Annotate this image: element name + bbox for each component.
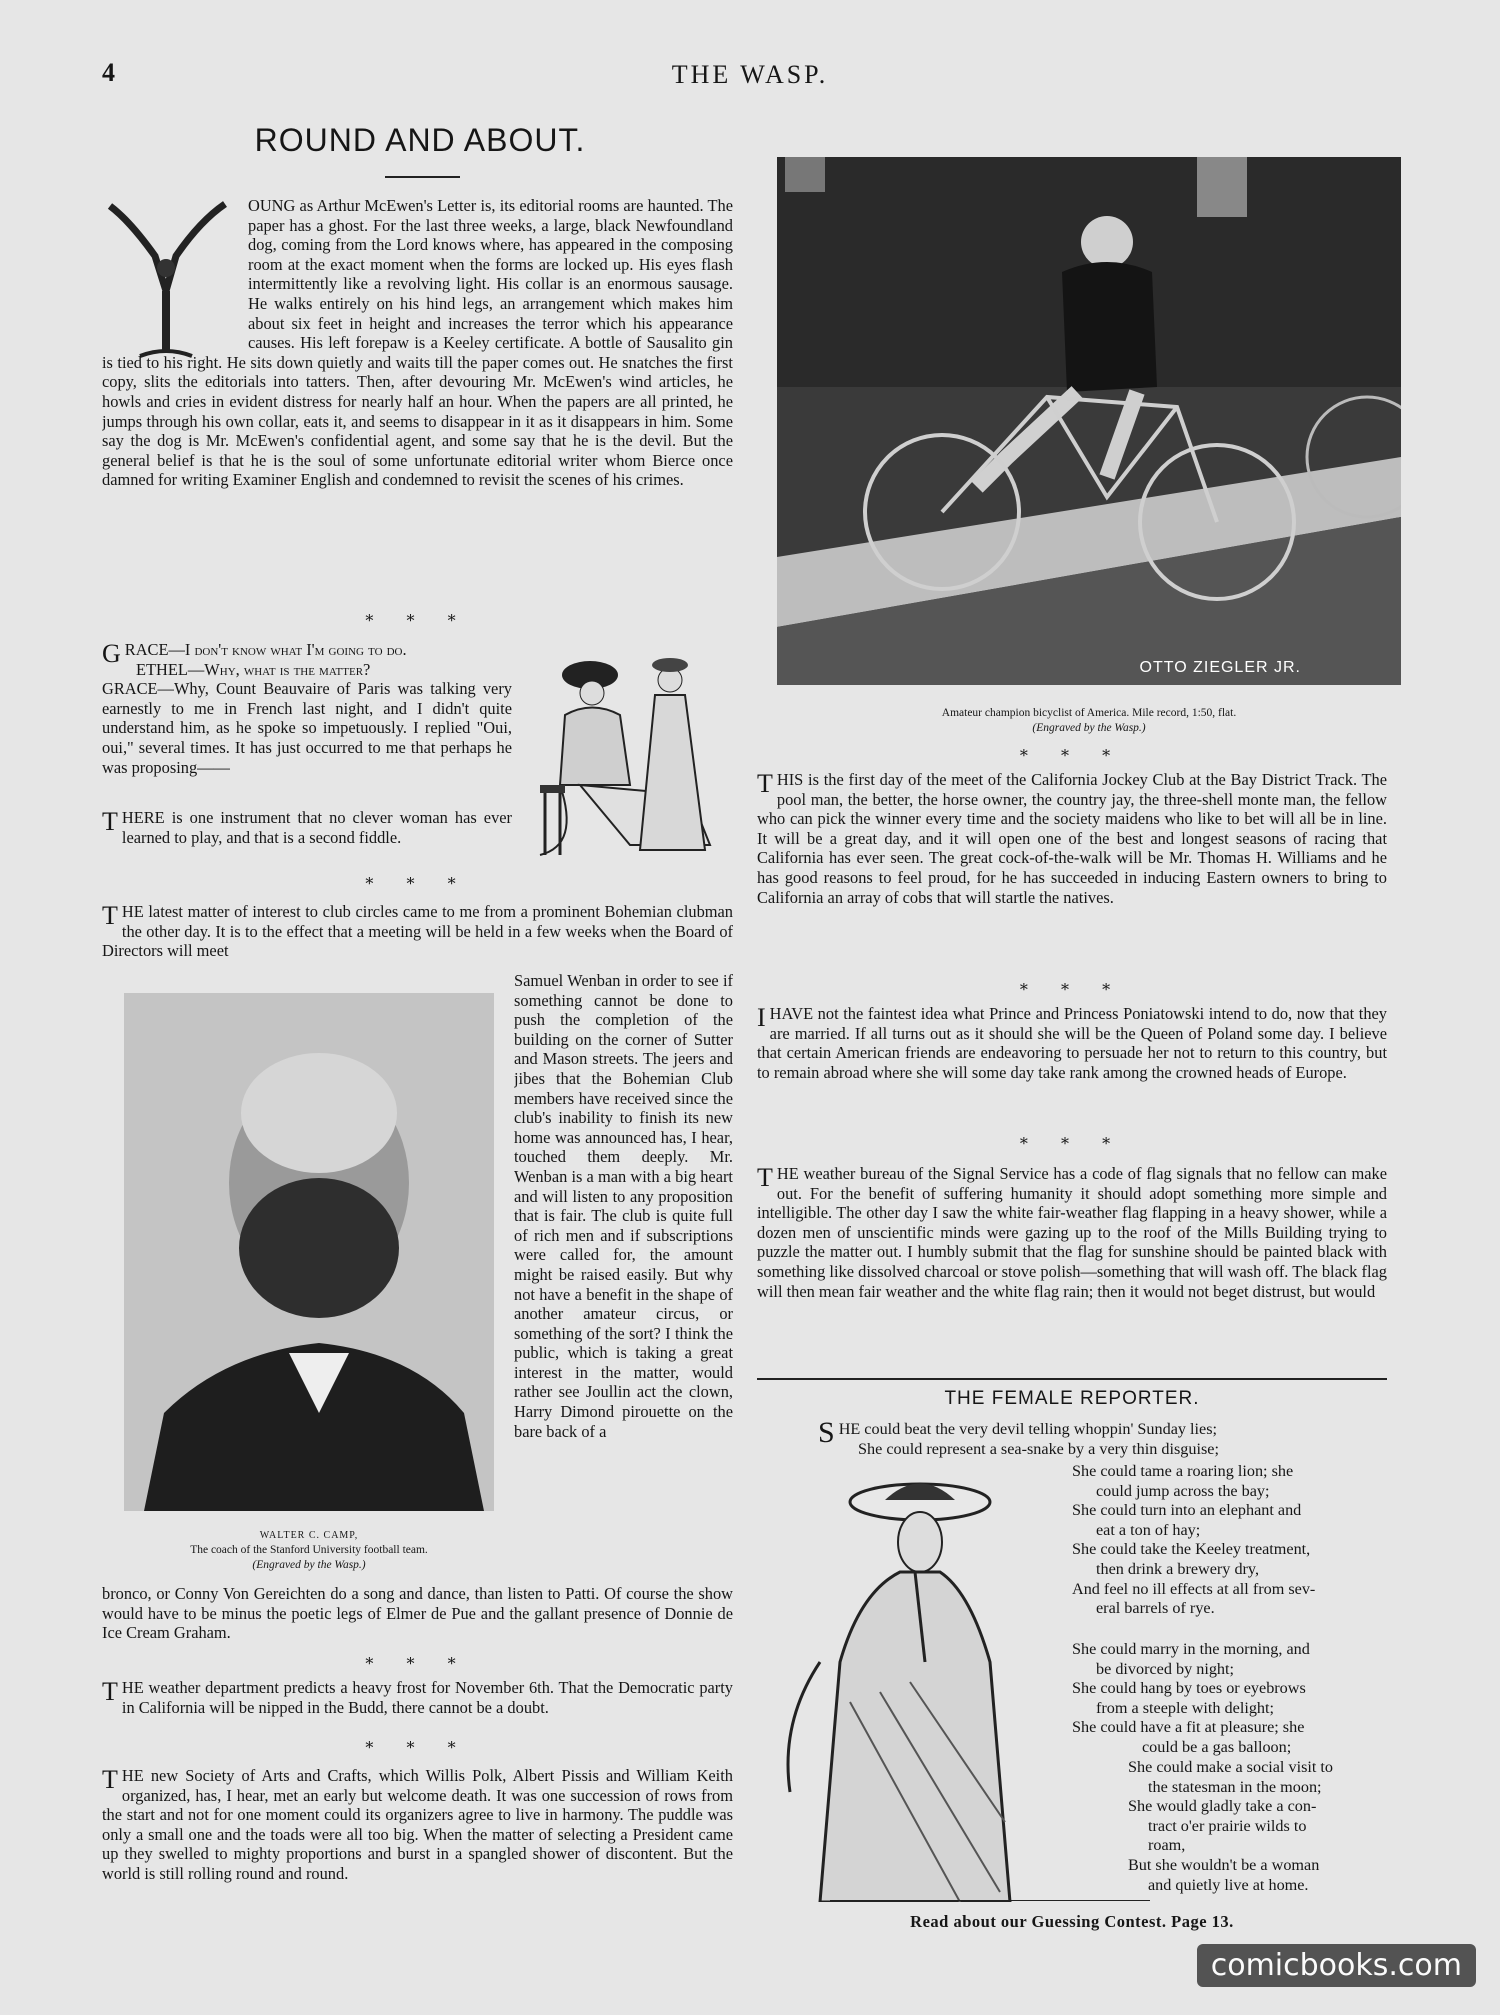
- figure-two-women: [520, 645, 735, 860]
- bohemian-narrow-column: [514, 971, 733, 1585]
- separator-7: * * *: [1019, 1134, 1125, 1153]
- poem-rule: [757, 1378, 1387, 1380]
- poem-line: could jump across the bay;: [1096, 1481, 1270, 1500]
- footer-rule: [830, 1900, 1150, 1901]
- camp-description: The coach of the Stanford University football team.: [190, 1544, 428, 1556]
- grace-line-1: RACE—I don't know what I'm going to do.: [124, 640, 407, 659]
- title-rule: [385, 176, 460, 178]
- watermark: comicbooks.com: [1197, 1944, 1476, 1987]
- poem-stanza-3: [1128, 1758, 1333, 1895]
- section-title: ROUND AND ABOUT.: [254, 122, 586, 158]
- poem-line: She could turn into an elephant and: [1072, 1501, 1302, 1520]
- cyclist-plate-label: OTTO ZIEGLER JR.: [1139, 659, 1301, 676]
- weather-bureau-paragraph: THE weather bureau of the Signal Service has a code of flag signals that no fellow can make out. For the benefit of suffering humanity it should adopt something more simple and intelligible. The other day I saw the white fair-weather flag flapping in a heavy shower, while a dozen men of unscientific minds were gazing up to the roof of the Mills Building trying to puzzle the matter out. I humbly submit that the flag for sunshine should be painted black with something like dissolved charcoal or stove polish—something that will wash off. The black flag will then mean fair weather and the white flag rain; then it would not beget distrust, but would: [757, 1164, 1387, 1301]
- portrait-walter-camp: [124, 993, 494, 1511]
- poem-line: the statesman in the moon;: [1148, 1777, 1322, 1796]
- cyclist-engraving: [777, 157, 1401, 685]
- fiddle-paragraph: THERE is one instrument that no clever woman has ever learned to play, and that is a second fiddle.: [102, 807, 512, 847]
- photo-walter-camp: [124, 993, 494, 1511]
- poem-opening: SHE could beat the very devil telling whoppin' Sunday lies; She could represent a sea-snake by a very thin disguise;: [818, 1416, 1219, 1458]
- bohemian-end: bronco, or Conny Von Gereichten do a song and dance, than listen to Patti. Of course the show would have to be minus the poetic legs of Elmer de Pue and the gallant presence of Donnie de Ice Cream Graham.: [102, 1584, 733, 1643]
- camp-credit: (Engraved by the Wasp.): [252, 1559, 366, 1571]
- poem-line: She could marry in the morning, and: [1072, 1640, 1310, 1658]
- poem-line: roam,: [1148, 1836, 1186, 1855]
- frost-paragraph: THE weather department predicts a heavy frost for November 6th. That the Democratic party in California will be nipped in the Budd, there cannot be a doubt.: [102, 1677, 733, 1717]
- arts-paragraph: THE new Society of Arts and Crafts, which Willis Polk, Albert Pissis and William Keith organized, has, I hear, met an early but welcome death. It was one succession of rows from the start and not for one moment could its organizers agree to live in harmony. The puddle was only a small one and the toads were all too big. When the matter of selecting a President came up they swelled to mighty proportions and burst in a spangled shower of discontent. But the world is still rolling round and round.: [102, 1765, 733, 1883]
- camp-name: WALTER C. CAMP,: [259, 1530, 359, 1541]
- poem-line: But she wouldn't be a woman: [1128, 1855, 1320, 1874]
- poem-line: then drink a brewery dry,: [1096, 1559, 1260, 1578]
- ethel-line: ETHEL—Why, what is the matter?: [136, 659, 371, 679]
- poem-line: She could take the Keeley treatment,: [1072, 1540, 1311, 1559]
- separator-5: * * *: [1019, 746, 1125, 765]
- figure-female-reporter: [760, 1462, 1060, 1902]
- poem-stanza-2: [1072, 1640, 1310, 1758]
- poem-line: She could represent a sea-snake by a very thin disguise;: [858, 1439, 1219, 1458]
- poem-line: eral barrels of rye.: [1096, 1599, 1215, 1618]
- photo-otto-ziegler: [777, 157, 1401, 685]
- poem-line: be divorced by night;: [1096, 1659, 1235, 1678]
- separator-1: * * *: [365, 611, 470, 630]
- poem-line: tract o'er prairie wilds to: [1148, 1816, 1307, 1835]
- poem-line: She could make a social visit to: [1128, 1758, 1333, 1776]
- poem-stanza-1: [1072, 1462, 1315, 1619]
- poem-line: She would gladly take a con-: [1128, 1797, 1317, 1816]
- page-number: 4: [102, 58, 115, 87]
- poem-line: And feel no ill effects at all from sev-: [1072, 1579, 1316, 1598]
- separator-2: * * *: [365, 874, 470, 893]
- cyclist-description: Amateur champion bicyclist of America. Mile record, 1:50, flat.: [941, 707, 1237, 719]
- bohemian-middle: Samuel Wenban in order to see if something cannot be done to push the completion of the building on the corner of Sutter and Mason streets. The jeers and jibes that the Bohemian Club members have received since the club's inability to finish its new home was announced has, I hear, touched them deeply. Mr. Wenban is a man with a big heart and will listen to any proposition that is fair. The club is quite full of rich men and if subscriptions were called for, the amount might be raised easily. But why not have a benefit in the shape of another amateur circus, or something of the sort? I think the public, which is taking a great interest in the matter, would rather see Joullin act the clown, Harry Dimond pirouette on the bare back of a: [514, 971, 733, 1441]
- bohemian-intro: THE latest matter of interest to club circles came to me from a prominent Bohemian clubman the other day. It is to the effect that a meeting will be held in a few weeks when the Board of Directors will meet: [102, 901, 733, 961]
- poniatowski-paragraph: IHAVE not the faintest idea what Prince and Princess Poniatowski intend to do, now that they are married. If all turns out as it should she will be the Queen of Poland some day. I believe that certain American friends are endeavoring to persuade her not to return to this country, but to remain abroad where she will some day take rank among the crowned heads of Europe.: [757, 1003, 1387, 1082]
- poem-line: and quietly live at home.: [1148, 1875, 1309, 1894]
- separator-3: * * *: [365, 1654, 470, 1673]
- poem-line: from a steeple with delight;: [1096, 1698, 1275, 1717]
- poem-line: HE could beat the very devil telling whoppin' Sunday lies;: [838, 1420, 1217, 1438]
- cyclist-credit: (Engraved by the Wasp.): [1032, 722, 1146, 734]
- guessing-contest-note: Read about our Guessing Contest. Page 13.: [910, 1912, 1234, 1931]
- poem-line: eat a ton of hay;: [1096, 1520, 1201, 1539]
- camp-caption: [124, 1528, 494, 1573]
- separator-6: * * *: [1019, 980, 1125, 999]
- poem-line: She could hang by toes or eyebrows: [1072, 1679, 1306, 1698]
- grace-dialogue: GRACE—I don't know what I'm going to do. ETHEL—Why, what is the matter? GRACE—Why, Count Beauvaire of Paris was talking very earnestly to me in French last night, and I didn't quite understand him, as he spoke so impetuously. I replied "Oui, oui," several times. It has just occurred to me that perhaps he was proposing——: [102, 639, 512, 777]
- jockey-paragraph: THIS is the first day of the meet of the California Jockey Club at the Bay District Track. The pool man, the better, the horse owner, the country jay, the three-shell monte man, the fellow who can pick the winner every time and the society maidens who like to bet will all be in line. It will be a great day, and it will open one of the best and longest seasons of racing that California has ever seen. The great cock-of-the-walk will be Mr. Thomas H. Williams and he has good reasons to feel proud, for he has succeeded in inducing Eastern owners to bring to California an array of cobs that will startle the natives.: [757, 769, 1387, 907]
- poem-line: She could tame a roaring lion; she: [1072, 1462, 1294, 1480]
- mcewen-column: [102, 196, 733, 610]
- grace-line-2: GRACE—Why, Count Beauvaire of Paris was talking very earnestly to me in French last night, and I didn't quite understand him, as he spoke so impetuously. I replied "Oui, oui," several times. It has just occurred to me that perhaps he was proposing——: [102, 679, 512, 777]
- mcewen-text: OUNG as Arthur McEwen's Letter is, its editorial rooms are haunted. The paper has a ghost. For the last three weeks, a large, black Newfoundland dog, coming from the Lord knows where, has appeared in the composing room at the exact moment when the forms are locked up. His eyes flash intermittently like a revolving light. His collar is an enormous sausage. He walks entirely on his hind legs, an arrangement which makes him about six feet in height and increases the terror which his appearance causes. His left forepaw is a Keeley certificate. A bottle of Sausalito gin is tied to his right. He sits down quietly and waits till the paper comes out. He snatches the first copy, slits the editorials into tatters. Then, after devouring Mr. McEwen's wind articles, he howls and cries in evident distress for nearly half an hour. When the papers are all printed, he jumps through his own collar, eats it, and seems to disappear in it as it disappears in him. Some say the dog is Mr. McEwen's confidential agent, and some say that he is the devil. But the general belief is that he is the soul of some unfortunate editorial writer whom Bierce once damned for writing Examiner English and condemned to revisit the scenes of his crimes.: [102, 196, 733, 490]
- running-head: THE WASP.: [671, 60, 829, 89]
- separator-4: * * *: [365, 1738, 470, 1757]
- poem-line: could be a gas balloon;: [1142, 1737, 1292, 1756]
- cyclist-caption: [777, 706, 1401, 736]
- poem-title: THE FEMALE REPORTER.: [944, 1388, 1200, 1409]
- poem-line: She could have a fit at pleasure; she: [1072, 1718, 1305, 1737]
